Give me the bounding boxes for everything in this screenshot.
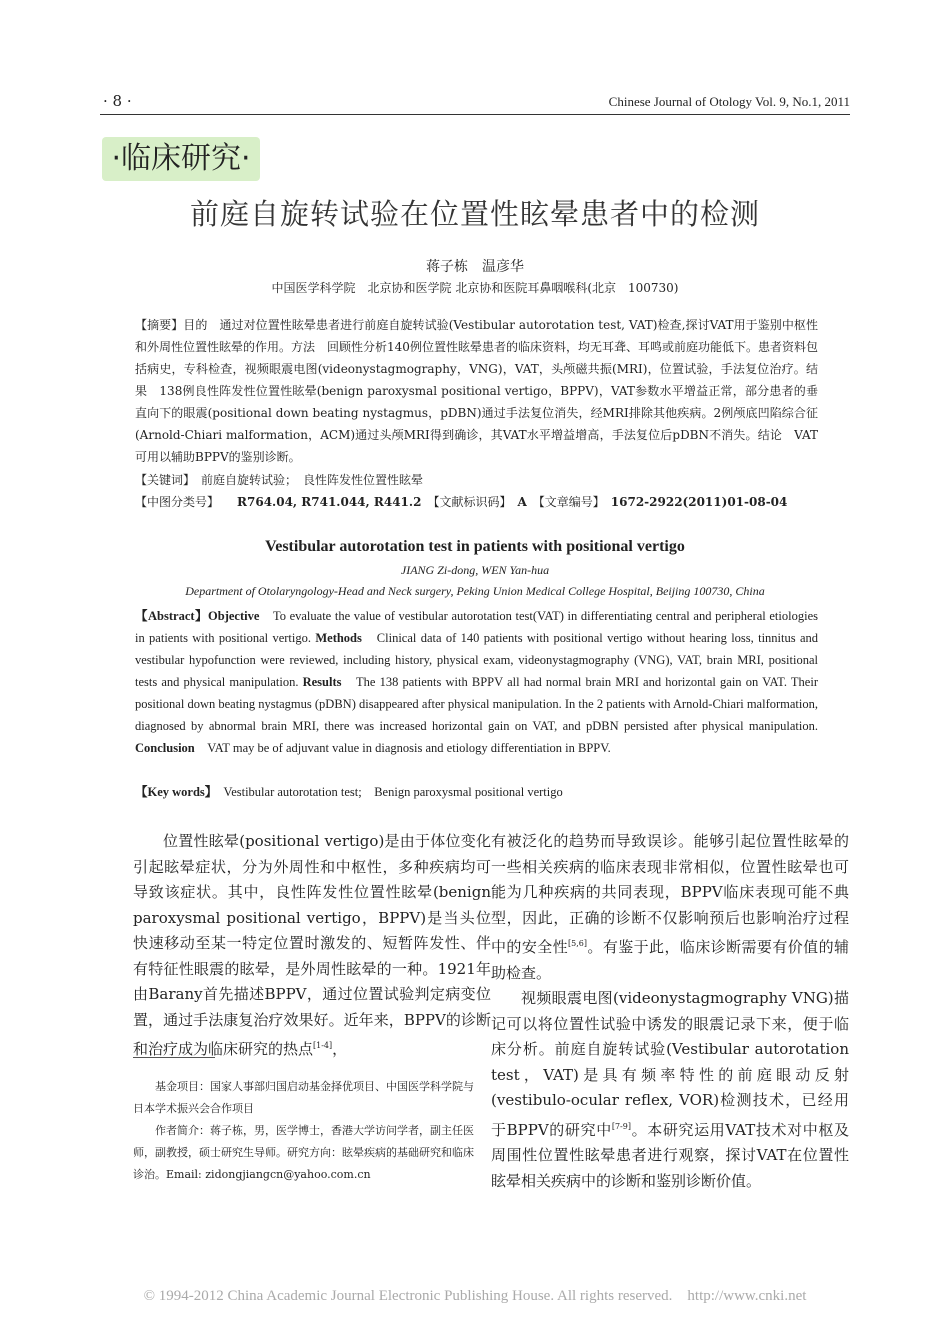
paragraph-text: 位置性眩晕(positional vertigo)是由于体位变化引起眩晕症状，分为外周性和中枢性，多种疾病均可导致该症状。其中，良性阵发性位置性眩晕(benign paroxysmal positional vertigo，BPPV)是当头位快速移动至某一特定位置时激发的、短暂阵发性、伴有特征性眼震的眩晕，是外周性眩晕的一种。1921年由Barany首先描述BPPV，通过位置试验判定病变位置，通过手法康复治疗效果好。近年来，BPPV的诊断和治疗成为临床研究的热点 <box>133 832 491 1058</box>
abstract-zh <box>135 314 818 468</box>
abstract-en <box>135 605 818 759</box>
citation-ref: [5,6] <box>568 939 588 948</box>
paragraph-text: 有被泛化的趋势而导致误诊。能够引起位置性眩晕的一些相关疾病的临床表现非常相似，位置性眩晕也可能为几种疾病的共同表现，BPPV临床表现可能不典型，因此，正确的诊断不仅影响预后也影响治疗过程中的安全性 <box>491 832 849 956</box>
paragraph-text: ， <box>332 1040 348 1058</box>
article-number-value: 1672-2922(2011)01-08-04 <box>598 495 788 509</box>
citation-ref: [1-4] <box>313 1041 333 1050</box>
results-en-label: Results <box>302 675 342 689</box>
footnote-fund: 基金项目：国家人事部归国启动基金择优项目、中国医学科学院与日本学术振兴会合作项目 <box>133 1080 474 1115</box>
copyright-watermark: © 1994-2012 China Academic Journal Electronic Publishing House. All rights reserved. http://www.cnki.net <box>143 1288 807 1304</box>
article-title-zh: 前庭自旋转试验在位置性眩晕患者中的检测 <box>189 197 760 231</box>
results-label: 结果 <box>135 362 818 398</box>
abstract-label: 【摘要】 <box>135 318 184 332</box>
abstract-en-label: 【Abstract】Objective <box>135 609 260 623</box>
methods-en-text: Clinical data of 140 patients with positional vertigo without hearing loss, tinnitus and vestibular hypofunction were reviewed, including history, physical exam, videonystagmography (VNG), VAT, brain MRI, positional tests and physical manipulation. <box>135 631 818 689</box>
authors-zh: 蒋子栋 温彦华 <box>426 259 524 275</box>
keywords-zh <box>135 469 818 491</box>
methods-text: 回顾性分析140例位置性眩晕患者的临床资料，均无耳聋、耳鸣或前庭功能低下。患者资料包括病史，专科检查，视频眼震电图(videonystagmography，VNG)，VAT，头颅磁共振(MRI)，位置试验，手法复位治疗。 <box>135 340 818 376</box>
citation-ref: [7-9] <box>611 1121 631 1131</box>
classification-line <box>135 491 818 513</box>
section-badge: ·临床研究· <box>102 137 260 181</box>
conclusion-text: VAT可用以辅助BPPV的鉴别诊断。 <box>135 428 818 464</box>
keywords-en-label: 【Key words】 <box>135 785 212 799</box>
journal-header: Chinese Journal of Otology Vol. 9, No.1, 2011 <box>608 94 850 109</box>
header-rule <box>100 114 850 115</box>
objective-label: 目的 <box>183 318 208 332</box>
conclusion-en-label: Conclusion <box>135 741 195 755</box>
paragraph-text: 。本研究运用VAT技术对中枢及周围性位置性眩晕患者进行观察，探讨VAT在位置性眩晕相关疾病中的诊断和鉴别诊断价值。 <box>491 1120 849 1190</box>
body-paragraph <box>491 986 849 1194</box>
article-title-en: Vestibular autorotation test in patients with positional vertigo <box>265 538 685 555</box>
objective-en-text: To evaluate the value of vestibular autorotation test(VAT) in differentiating central and peripheral etiologies in patients with positional vertigo. <box>135 609 818 645</box>
page-number: · 8 · <box>103 92 132 110</box>
body-column-left <box>133 829 491 1063</box>
affiliation-en: Department of Otolaryngology-Head and Neck surgery, Peking Union Medical College Hospital, Beijing 100730, China <box>185 584 765 598</box>
methods-label: 方法 <box>291 340 316 354</box>
methods-en-label: Methods <box>315 631 362 645</box>
class-value: R764.04, R741.044, R441.2 <box>213 495 434 509</box>
doc-code-value: A <box>505 495 539 509</box>
keywords-label: 【关键词】 <box>135 473 190 487</box>
authors-en: JIANG Zi-dong, WEN Yan-hua <box>400 563 550 577</box>
footnote-rule <box>133 1057 215 1058</box>
class-label: 【中图分类号】 <box>135 495 214 509</box>
conclusion-label: 结论 <box>757 428 782 442</box>
paragraph-text: 。有鉴于此，临床诊断需要有价值的辅助检查。 <box>491 938 849 982</box>
article-number-label: 【文章编号】 <box>538 495 599 509</box>
results-text: 138例良性阵发性位置性眩晕(benign paroxysmal positional vertigo，BPPV)，VAT参数水平增益正常，部分患者的垂直向下的眼震(positional down beating nystagmus，pDBN)通过手法复位消失，经MRI排除其他疾病。2例颅底凹陷综合征(Arnold-Chiari malformation，ACM)通过头颅MRI得到确诊，其VAT水平增益增高，手法复位后pDBN不消失。 <box>135 384 818 442</box>
keywords-en <box>135 781 818 803</box>
conclusion-en-text: VAT may be of adjuvant value in diagnosis and etiology differentiation in BPPV. <box>194 741 611 755</box>
doc-code-label: 【文献标识码】 <box>433 495 506 509</box>
body-column-right <box>491 829 849 1194</box>
results-en-text: The 138 patients with BPPV all had normal brain MRI and horizontal gain on VAT. Their positional down beating nystagmus (pDBN) disappeared after physical manipulation. In the 2 patients with Arnold-Chiari malformation, diagnosed by abnormal brain MRI, there was increased horizontal gain on VAT, and pDBN persisted after physical manipulation. <box>135 675 818 733</box>
body-paragraph <box>491 829 849 986</box>
keywords-en-text: Vestibular autorotation test; Benign paroxysmal positional vertigo <box>211 785 563 799</box>
objective-text: 通过对位置性眩晕患者进行前庭自旋转试验(Vestibular autorotation test, VAT)检查,探讨VAT用于鉴别中枢性和外周性位置性眩晕的作用。 <box>135 318 818 354</box>
paragraph-text: 视频眼震电图(videonystagmography VNG)描记可以将位置性试验中诱发的眼震记录下来，便于临床分析。前庭自旋转试验(Vestibular autorotation test，VAT)是具有频率特性的前庭眼动反射(vestibulo-ocular reflex, VOR)检测技术，已经用于BPPV的研究中 <box>491 989 849 1139</box>
keywords-text: 前庭自旋转试验； 良性阵发性位置性眩晕 <box>189 473 424 487</box>
affiliation-zh: 中国医学科学院 北京协和医学院 北京协和医院耳鼻咽喉科(北京 100730) <box>271 281 679 295</box>
body-paragraph <box>133 829 491 1063</box>
footnote-author: 作者简介：蒋子栋，男，医学博士，香港大学访问学者，副主任医师，副教授，硕士研究生导师。研究方向：眩晕疾病的基础研究和临床诊治。Email: zidongjiangcn@yahoo.com.cn <box>133 1124 474 1181</box>
